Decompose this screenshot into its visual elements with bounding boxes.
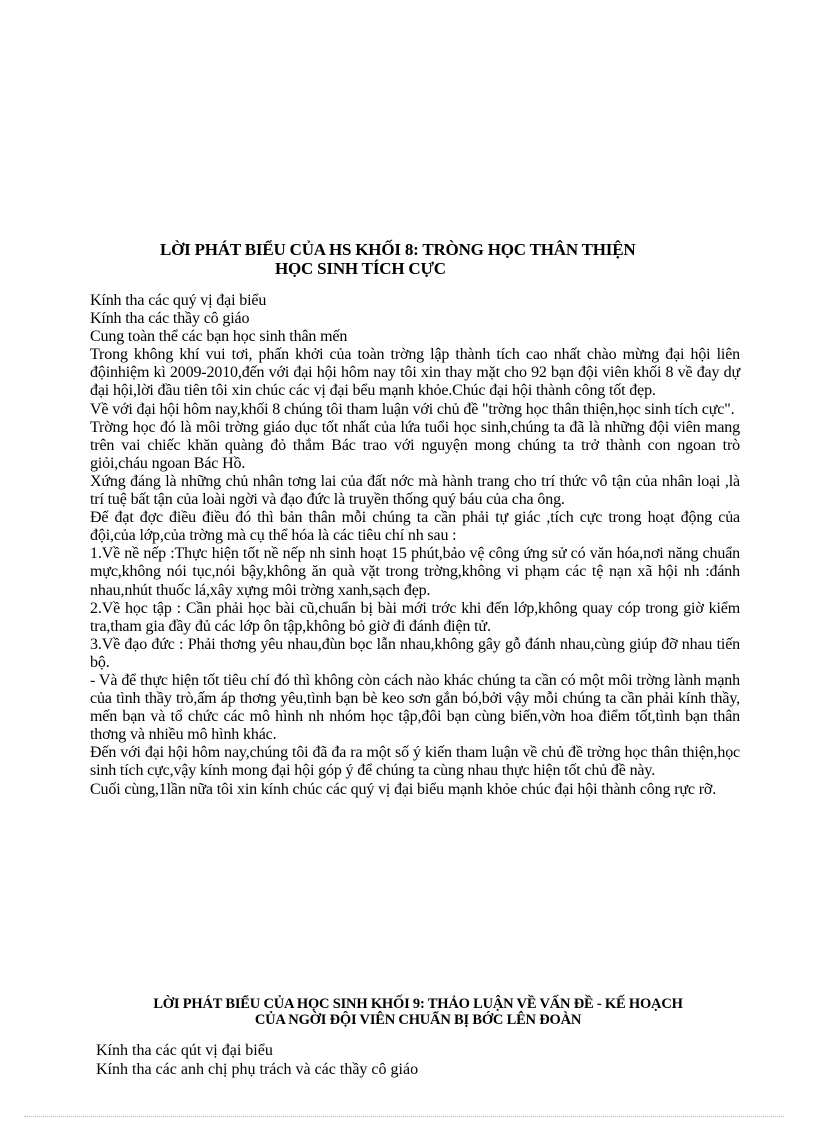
paragraph-opening: Trong không khí vui tơi, phấn khởi của toàn trờng lập thành tích cao nhất chào mừng đại hội liên độinhiệm kì 2009-2010,đến với đại hội hôm nay tôi xin thay mặt cho 92 bạn đội viên khối 8 về đay dự đại hội,lời đầu tiên tôi xin chúc các vị đại bểu mạnh khỏe.Chúc đại hội thành công tốt đẹp. <box>90 346 740 400</box>
greeting-guests: Kính tha các quý vị đại biểu <box>90 292 267 309</box>
paragraph-topic: Về với đại hội hôm nay,khối 8 chúng tôi tham luận với chủ đề "trờng học thân thiện,học sinh tích cực". <box>90 400 735 418</box>
greeting-students: Cung toàn thể các bạn học sinh thân mến <box>90 328 348 346</box>
greeting-teachers: Kính tha các thầy cô giáo <box>90 310 250 328</box>
paragraph-environment: - Và để thực hiện tốt tiêu chí đó thì không còn cách nào khác chúng ta cần có một môi trờng lành mạnh của tình thầy trò,ấm áp thơng yêu,tình bạn bè keo sơn gắn bó,bởi vậy mỗi chúng ta cần phải kính thầy, mến bạn và tổ chức các mô hình nh nhóm học tập,đôi bạn cùng biến,vờn hoa điểm tốt,tình bạn thân thơng và nhiều mô hình khác. <box>90 671 740 744</box>
speech2-title-line1: LỜI PHÁT BIỂU CỦA HỌC SINH KHỐI 9: THẢO LUẬN VỀ VẤN ĐỀ - KẾ HOẠCH <box>153 996 683 1012</box>
paragraph-criteria-intro: Để đạt đợc điều điều đó thì bản thân mỗi chúng ta cần phải tự giác ,tích cực trong hoạt động của đội,của lớp,của trờng mà cụ thể hóa là các tiêu chí nh sau : <box>90 509 740 545</box>
paragraph-criterion-discipline: 1.Về nề nếp :Thực hiện tốt nề nếp nh sinh hoạt 15 phút,bảo vệ công ứng sử có văn hóa,nơi năng chuẩn mực,không nói tục,nói bậy,không ăn quà vặt trong trờng,không vi phạm các tệ nạn xã hội nh :đánh nhau,nhút thuốc lá,xây xựng môi trờng xanh,sạch đẹp. <box>90 545 740 599</box>
speech-title-grade9 <box>128 996 708 1028</box>
page-bottom-divider <box>24 1116 784 1117</box>
speech2-title-line2: CỦA NGỜI ĐỘI VIÊN CHUẨN BỊ BỚC LÊN ĐOÀN <box>254 1012 582 1028</box>
speech-title-grade8 <box>160 240 720 278</box>
speech-body-grade9 <box>96 1042 696 1079</box>
paragraph-worthy: Xứng đáng là những chủ nhân tơng lai của đất nớc mà hành trang cho trí thức vô tận của nhân loại ,là trí tuệ bất tận của loài ngời và đạo đức là truyền thống quý báu của cha ông. <box>90 472 740 509</box>
speech-body-grade8 <box>90 292 740 799</box>
paragraph-school: Trờng học đó là môi trờng giáo dục tốt nhất của lứa tuổi học sinh,chúng ta đã là những đội viên mang trên vai chiếc khăn quàng đỏ thắm Bác trao với nguyện mong chúng ta trở thành con ngoan trò giỏi,cháu ngoan Bác Hồ. <box>90 418 740 472</box>
paragraph-criterion-ethics: 3.Về đạo đức : Phải thơng yêu nhau,đùn bọc lẫn nhau,không gây gỗ đánh nhau,cùng giúp đỡ nhau tiến bộ. <box>90 635 740 671</box>
speech-title-line2: HỌC SINH TÍCH CỰC <box>275 259 446 278</box>
greeting-mentors-teachers: Kính tha các anh chị phụ trách và các thầy cô giáo <box>96 1060 419 1078</box>
paragraph-criterion-study: 2.Về học tập : Cần phải học bài cũ,chuẩn bị bài mới trớc khi đến lớp,không quay cóp trong giờ kiểm tra,tham gia đầy đủ các lớp ôn tập,không bỏ giờ đi đánh điện tử. <box>90 599 740 635</box>
paragraph-closing: Cuối cùng,1lần nữa tôi xin kính chúc các quý vị đại biểu mạnh khỏe chúc đại hội thành công rực rỡ. <box>90 780 717 798</box>
paragraph-conclusion: Đến với đại hội hôm nay,chúng tôi đã đa ra một số ý kiến tham luận về chủ đề trờng học thân thiện,học sinh tích cực,vậy kính mong đại hội góp ý để chúng ta cùng nhau thực hiện tốt chủ đề này. <box>90 744 740 780</box>
greeting-guests-2: Kính tha các qút vị đại biểu <box>96 1042 273 1059</box>
speech-title-line1: LỜI PHÁT BIỂU CỦA HS KHỐI 8: TRÒNG HỌC THÂN THIỆN <box>160 240 636 259</box>
